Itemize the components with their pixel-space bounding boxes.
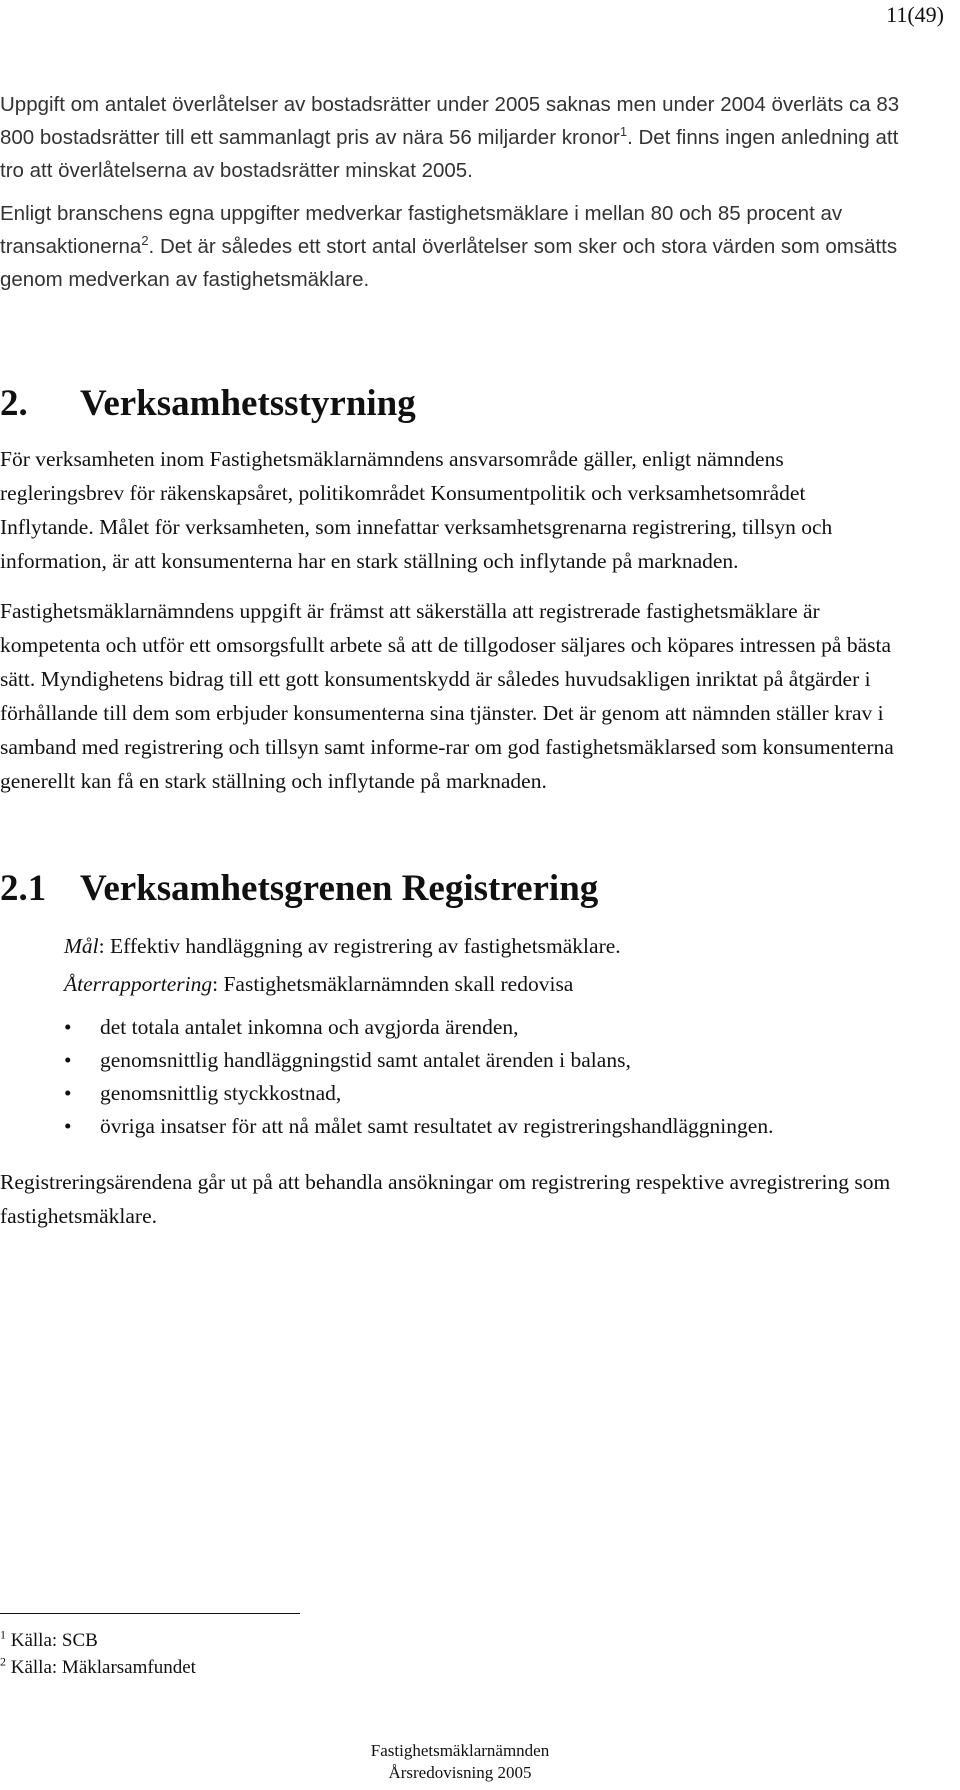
- footnote-ref-1[interactable]: 1: [619, 124, 628, 140]
- section-2-paragraph-2: Fastighetsmäklarnämndens uppgift är främst att säkerställa att registrerade fastighetsmäklare är kompetenta och utför ett omsorgsfullt arbete så att de tillgodoser säljares och köpares intressen på bästa sätt. Myndighetens bidrag till ett gott konsumentskydd är således huvudsakligen inriktat på åtgärder i förhållande till dem som erbjuder konsumenterna sina tjänster. Det är genom att nämnden ställer krav i samband med registrering och tillsyn samt informe-rar om god fastighetsmäklarsed som konsumenterna generellt kan få en stark ställning och inflytande på marknaden.: [0, 599, 894, 793]
- footnote-ref-2[interactable]: 2: [141, 233, 149, 249]
- bullet-icon: •: [64, 1048, 72, 1072]
- list-item: • övriga insatser för att nå målet samt resultatet av registreringshandläggningen.: [0, 1110, 900, 1143]
- footer-report-title: Årsredovisning 2005: [388, 1763, 532, 1782]
- bullet-icon: •: [64, 1081, 72, 1105]
- section-2-1-heading: 2.1 Verksamhetsgrenen Registrering: [0, 868, 599, 909]
- footnotes: [0, 1627, 196, 1681]
- page-footer: [0, 1740, 900, 1784]
- intro-paragraph-1: Uppgift om antalet överlåtelser av bostadsrätter under 2005 saknas men under 2004 överläts ca 83 800 bostadsrätter till ett sammanlagt pris av nära 56 miljarder kronor$^1$. Det finns ingen anledning att tro att överlåtelserna av bostadsrätter minskat 2005.: [0, 93, 900, 182]
- page-content: [0, 88, 900, 1233]
- section-2-heading: 2. Verksamhetsstyrning: [0, 383, 416, 424]
- footnote-divider: [0, 1613, 300, 1614]
- footer-organization: Fastighetsmäklarnämnden: [370, 1741, 550, 1760]
- bullet-icon: •: [64, 1114, 72, 1138]
- section-2-1-paragraph-1: Registreringsärendena går ut på att behandla ansökningar om registrering respektive avregistrering som fastighetsmäklare.: [0, 1170, 891, 1228]
- list-item: • genomsnittlig handläggningstid samt antalet ärenden i balans,: [0, 1044, 900, 1077]
- page-number: 11(49): [886, 2, 944, 27]
- report-line: Återrapportering: Fastighetsmäklarnämnden skall redovisa: [64, 972, 574, 996]
- report-bullet-list: [0, 1011, 900, 1143]
- footnote-1: $^1$ Källa: SCB: [0, 1627, 98, 1651]
- list-item: • genomsnittlig styckkostnad,: [0, 1077, 900, 1110]
- section-2-paragraph-1: För verksamheten inom Fastighetsmäklarnämndens ansvarsområde gäller, enligt nämndens regleringsbrev för räkenskapsåret, politikområdet Konsumentpolitik och verksamhetsområdet Inflytande. Målet för verksamheten, som innefattar verksamhetsgrenarna registrering, tillsyn och information, är att konsumenterna har en stark ställning och inflytande på marknaden.: [0, 447, 833, 573]
- goal-line: Mål: Effektiv handläggning av registrering av fastighetsmäklare.: [64, 934, 621, 958]
- bullet-icon: •: [64, 1015, 72, 1039]
- list-item: • det totala antalet inkomna och avgjorda ärenden,: [0, 1011, 900, 1044]
- intro-paragraph-2: Enligt branschens egna uppgifter medverkar fastighetsmäklare i mellan 80 och 85 procent av transaktionerna$^2$. Det är således ett stort antal överlåtelser som sker och stora värden som omsätts genom medverkan av fastighetsmäklare.: [0, 202, 898, 291]
- footnote-2: $^2$ Källa: Mäklarsamfundet: [0, 1654, 196, 1678]
